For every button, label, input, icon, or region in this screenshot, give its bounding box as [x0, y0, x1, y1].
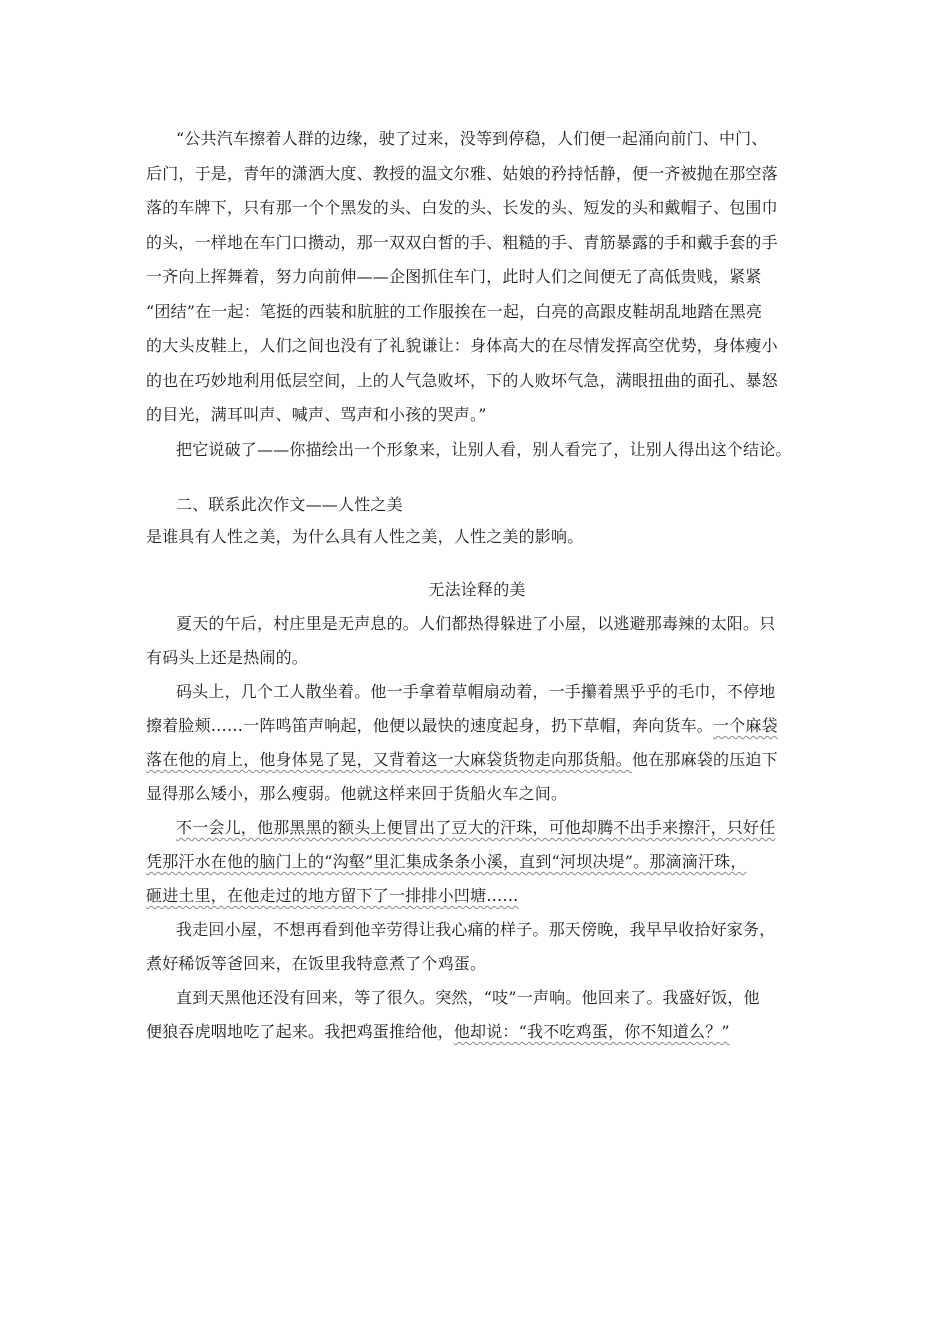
- essay-line: 有码头上还是热闹的。: [146, 648, 309, 667]
- essay-body: [146, 607, 808, 1049]
- essay-line: [146, 811, 808, 845]
- essay-line: 我走回小屋，不想再看到他辛劳得让我心痛的样子。那天傍晚，我早早收拾好家务，: [176, 920, 776, 939]
- essay-line: 显得那么矮小，那么瘦弱。他就这样来回于货船火车之间。: [146, 784, 568, 803]
- section-prompt: 是谁具有人性之美，为什么具有人性之美，人性之美的影响。: [146, 527, 584, 546]
- quote-line: “公共汽车擦着人群的边缘，驶了过来，没等到停稳，人们便一起涌向前门、中门、: [176, 129, 768, 148]
- underlined-text: 不一会儿，他那黑黑的额头上便冒出了豆大的汗珠，可他却腾不出手来擦汗，只好任: [176, 818, 776, 837]
- underlined-text: 凭那汗水在他的脑门上的“沟壑”里汇集成条条小溪，直到“河坝决堤”。那滴滴汗珠，: [146, 852, 747, 871]
- essay-title: 无法诠释的美: [428, 580, 526, 599]
- quote-line: 后门，于是，青年的潇洒大度、教授的温文尔雅、姑娘的矜持恬静，便一齐被抛在那空落: [146, 163, 778, 183]
- quote-line: 一齐向上挥舞着，努力向前伸——企图抓住车门，此时人们之间便无了高低贵贱，紧紧: [146, 267, 762, 286]
- underlined-text: 一个麻袋: [713, 716, 778, 735]
- essay-line: [146, 845, 808, 879]
- essay-line: 夏天的午后，村庄里是无声息的。人们都热得躲进了小屋，以逃避那毒辣的太阳。只: [176, 614, 776, 633]
- underlined-text: 他却说：“我不吃鸡蛋，你不知道么？”: [453, 1022, 730, 1041]
- underlined-text: 落在他的肩上，他身体晃了晃，又背着这一大麻袋货物走向那货船。: [146, 750, 633, 769]
- quote-line: 落的车牌下，只有那一个个黑发的头、白发的头、长发的头、短发的头和戴帽子、包围巾: [146, 198, 778, 217]
- summary-line: 把它说破了——你描绘出一个形象来，让别人看，别人看完了，让别人得出这个结论。: [176, 439, 792, 459]
- essay-text: 擦着脸颊……一阵鸣笛声响起，他便以最快的速度起身，扔下草帽，奔向货车。: [146, 716, 714, 735]
- essay-line: [146, 709, 808, 743]
- essay-line: [146, 879, 808, 913]
- quote-line: 的大头皮鞋上，人们之间也没有了礼貌谦让：身体高大的在尽情发挥高空优势，身体瘦小: [146, 336, 778, 355]
- quote-line: 的也在巧妙地利用低层空间，上的人气急败坏，下的人败坏气急，满眼扭曲的面孔、暴怒: [146, 370, 778, 390]
- quote-line: 的目光，满耳叫声、喊声、骂声和小孩的哭声。”: [146, 405, 487, 424]
- quote-line: “团结”在一起：笔挺的西装和肮脏的工作服挨在一起，白亮的高跟皮鞋胡乱地踏在黑亮: [146, 301, 763, 321]
- essay-line: 码头上，几个工人散坐着。他一手拿着草帽扇动着，一手攥着黑乎乎的毛巾，不停地: [176, 682, 776, 701]
- document-page: [146, 122, 808, 1049]
- essay-text: 他在那麻袋的压迫下: [632, 750, 778, 769]
- essay-line: 煮好稀饭等爸回来，在饭里我特意煮了个鸡蛋。: [146, 954, 487, 973]
- quote-line: 的头，一样地在车门口攒动，那一双双白皙的手、粗糙的手、青筋暴露的手和戴手套的手: [146, 232, 778, 252]
- section-heading: 二、联系此次作文——人性之美: [176, 495, 403, 514]
- quote-paragraph: [146, 122, 808, 433]
- essay-line: [146, 743, 808, 777]
- underlined-text: 砸进土里，在他走过的地方留下了一排排小凹塘……: [146, 886, 519, 905]
- essay-line: [146, 1015, 808, 1049]
- essay-text: 便狼吞虎咽地吃了起来。我把鸡蛋推给他，: [146, 1022, 454, 1041]
- essay-line: 直到天黑他还没有回来，等了很久。突然，“吱”一声响。他回来了。我盛好饭，他: [176, 988, 760, 1007]
